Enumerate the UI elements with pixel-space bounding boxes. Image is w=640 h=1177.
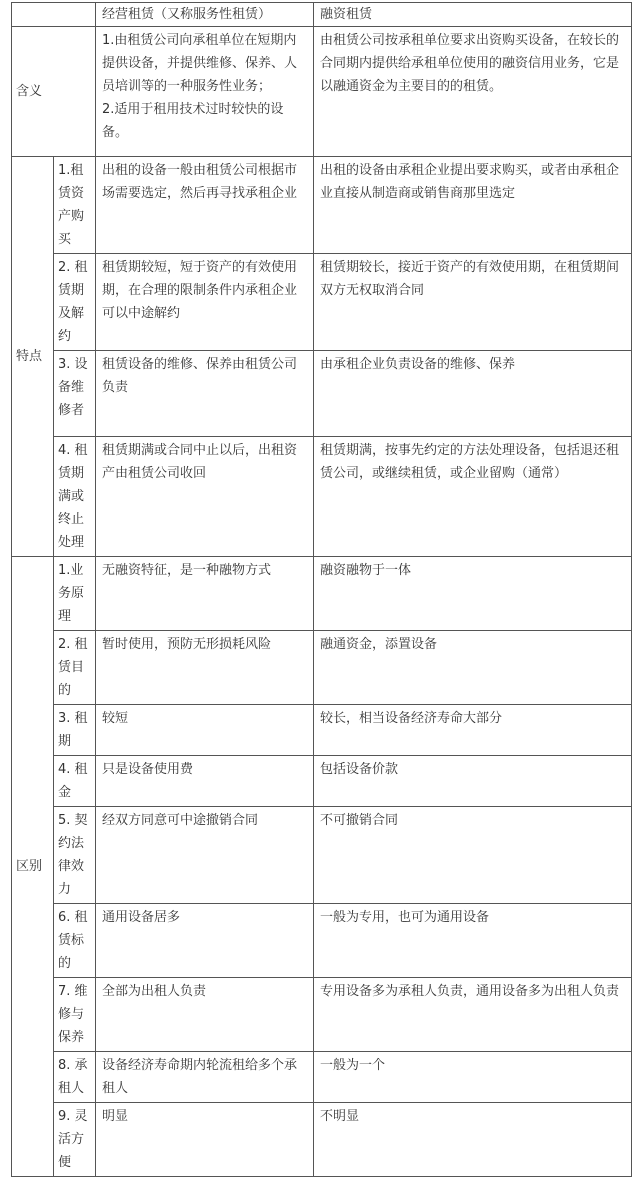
lease-comparison-table bbox=[11, 2, 632, 1177]
feature-operating-cell: 租赁期满或合同中止以后，出租资产由租赁公司收回 bbox=[96, 437, 314, 557]
feature-operating-cell: 租赁设备的维修、保养由租赁公司负责 bbox=[96, 351, 314, 437]
difference-finance-cell: 一般为一个 bbox=[314, 1052, 632, 1103]
difference-subcategory: 4. 租金 bbox=[54, 756, 96, 807]
feature-finance-cell: 由承租企业负责设备的维修、保养 bbox=[314, 351, 632, 437]
difference-operating-cell: 设备经济寿命期内轮流租给多个承租人 bbox=[96, 1052, 314, 1103]
meaning-label: 含义 bbox=[12, 27, 96, 157]
difference-finance-cell: 一般为专用，也可为通用设备 bbox=[314, 904, 632, 978]
meaning-operating-line: 2.适用于租用技术过时较快的设备。 bbox=[102, 102, 284, 140]
differences-group-label: 区别 bbox=[12, 557, 54, 1177]
difference-row bbox=[12, 807, 632, 904]
difference-operating-cell: 通用设备居多 bbox=[96, 904, 314, 978]
difference-row bbox=[12, 756, 632, 807]
difference-subcategory: 9. 灵活方便 bbox=[54, 1103, 96, 1177]
difference-row bbox=[12, 631, 632, 705]
difference-finance-cell: 专用设备多为承租人负责，通用设备多为出租人负责 bbox=[314, 978, 632, 1052]
meaning-row bbox=[12, 27, 632, 157]
feature-finance-cell: 出租的设备由承租企业提出要求购买，或者由承租企业直接从制造商或销售商那里选定 bbox=[314, 157, 632, 254]
difference-subcategory: 5. 契约法律效力 bbox=[54, 807, 96, 904]
feature-subcategory: 4. 租赁期满或终止处理 bbox=[54, 437, 96, 557]
difference-row bbox=[12, 978, 632, 1052]
difference-operating-cell: 较短 bbox=[96, 705, 314, 756]
difference-row bbox=[12, 1103, 632, 1177]
difference-operating-cell: 经双方同意可中途撤销合同 bbox=[96, 807, 314, 904]
difference-subcategory: 2. 租赁目的 bbox=[54, 631, 96, 705]
difference-row bbox=[12, 904, 632, 978]
feature-row bbox=[12, 437, 632, 557]
difference-finance-cell: 融通资金，添置设备 bbox=[314, 631, 632, 705]
difference-operating-cell: 暂时使用，预防无形损耗风险 bbox=[96, 631, 314, 705]
difference-subcategory: 3. 租期 bbox=[54, 705, 96, 756]
operating-lease-header: 经营租赁（又称服务性租赁） bbox=[96, 3, 314, 27]
meaning-finance-cell: 由租赁公司按承租单位要求出资购买设备，在较长的合同期内提供给承租单位使用的融资信用业务，它是以融通资金为主要目的的租赁。 bbox=[314, 27, 632, 157]
difference-operating-cell: 无融资特征，是一种融物方式 bbox=[96, 557, 314, 631]
feature-row bbox=[12, 254, 632, 351]
difference-finance-cell: 不明显 bbox=[314, 1103, 632, 1177]
difference-subcategory: 6. 租赁标的 bbox=[54, 904, 96, 978]
finance-lease-header: 融资租赁 bbox=[314, 3, 632, 27]
feature-finance-cell: 租赁期较长，接近于资产的有效使用期，在租赁期间双方无权取消合同 bbox=[314, 254, 632, 351]
difference-subcategory: 7. 维修与保养 bbox=[54, 978, 96, 1052]
difference-finance-cell: 较长，相当设备经济寿命大部分 bbox=[314, 705, 632, 756]
features-group-label: 特点 bbox=[12, 157, 54, 557]
header-row bbox=[12, 3, 632, 27]
difference-row bbox=[12, 705, 632, 756]
corner-cell bbox=[12, 3, 96, 27]
difference-finance-cell: 不可撤销合同 bbox=[314, 807, 632, 904]
difference-operating-cell: 全部为出租人负责 bbox=[96, 978, 314, 1052]
difference-row bbox=[12, 557, 632, 631]
difference-row bbox=[12, 1052, 632, 1103]
difference-operating-cell: 只是设备使用费 bbox=[96, 756, 314, 807]
meaning-operating-cell bbox=[96, 27, 314, 157]
difference-finance-cell: 融资融物于一体 bbox=[314, 557, 632, 631]
feature-operating-cell: 租赁期较短，短于资产的有效使用期，在合理的限制条件内承租企业可以中途解约 bbox=[96, 254, 314, 351]
feature-row bbox=[12, 351, 632, 437]
difference-operating-cell: 明显 bbox=[96, 1103, 314, 1177]
feature-subcategory: 1.租赁资产购买 bbox=[54, 157, 96, 254]
difference-subcategory: 1.业务原理 bbox=[54, 557, 96, 631]
difference-subcategory: 8. 承租人 bbox=[54, 1052, 96, 1103]
feature-finance-cell: 租赁期满，按事先约定的方法处理设备，包括退还租赁公司，或继续租赁，或企业留购（通常） bbox=[314, 437, 632, 557]
difference-finance-cell: 包括设备价款 bbox=[314, 756, 632, 807]
meaning-operating-line: 1.由租赁公司向承租单位在短期内提供设备，并提供维修、保养、人员培训等的一种服务性业务； bbox=[102, 33, 298, 94]
feature-operating-cell: 出租的设备一般由租赁公司根据市场需要选定，然后再寻找承租企业 bbox=[96, 157, 314, 254]
feature-subcategory: 3. 设备维修者 bbox=[54, 351, 96, 437]
feature-subcategory: 2. 租赁期及解约 bbox=[54, 254, 96, 351]
feature-row bbox=[12, 157, 632, 254]
